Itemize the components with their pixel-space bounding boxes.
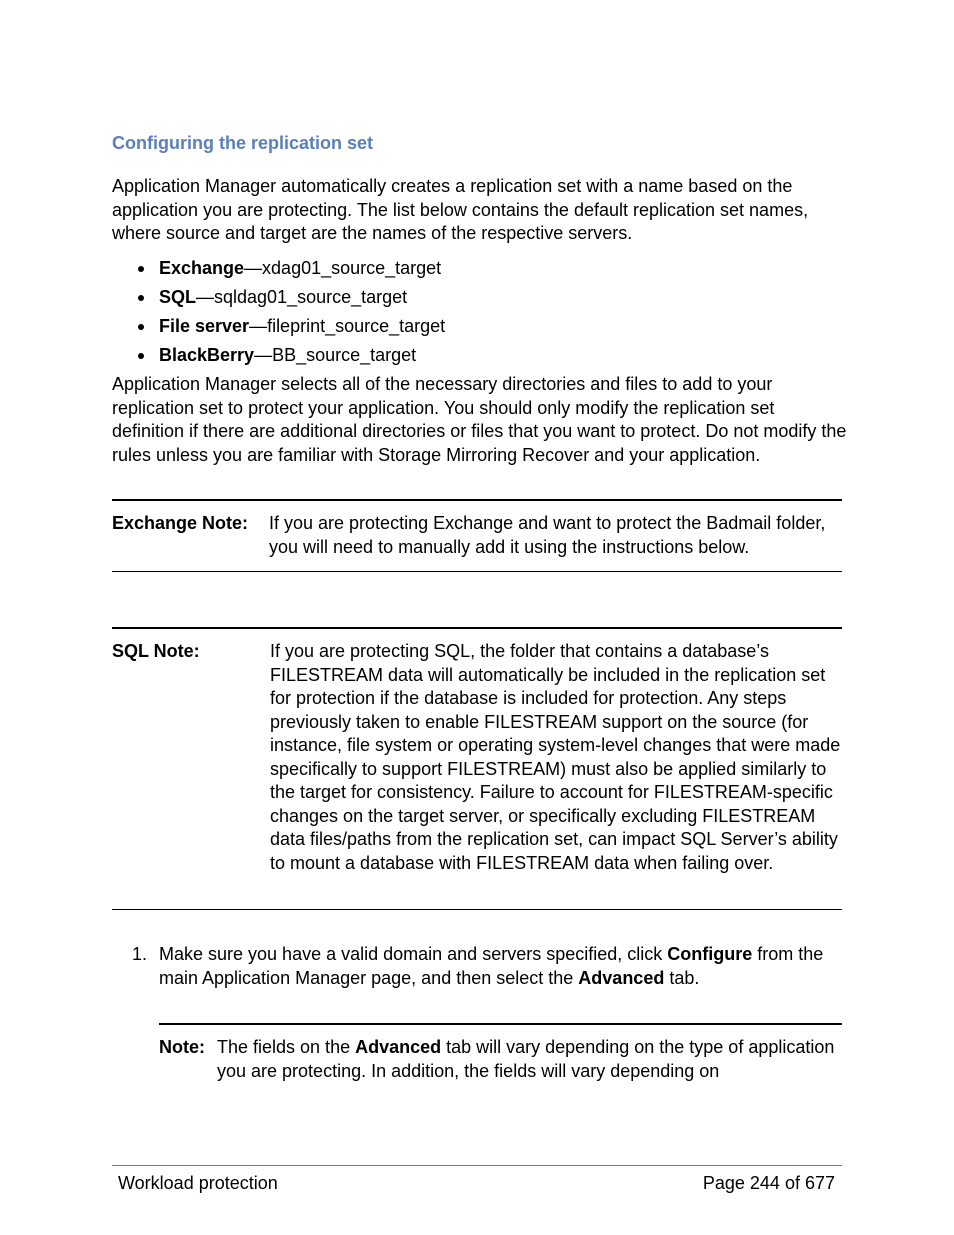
bullet-icon <box>138 266 144 272</box>
exchange-note-text: If you are protecting Exchange and want to protect the Badmail folder, you will need to manually add it using the instructions below. <box>269 513 826 557</box>
step-note-rule <box>159 1023 842 1025</box>
intro-paragraph: Application Manager automatically creates a replication set with a name based on the application you are protecting. The list below contains the default replication set names, where source and target are the names of the respective servers. <box>112 176 809 243</box>
note-bottom-rule <box>112 571 842 572</box>
footer-section-title: Workload protection <box>118 1173 278 1193</box>
bullet-icon <box>138 353 144 359</box>
note-top-rule <box>112 627 842 629</box>
section-heading: Configuring the replication set <box>112 133 374 153</box>
footer-rule <box>112 1165 842 1166</box>
page-number: Page 244 of 677 <box>702 1173 835 1193</box>
step-1-text: Make sure you have a valid domain and servers specified, click Configure from the main Application Manager page, and then select the Advanced tab. <box>159 944 824 988</box>
note-bottom-rule <box>112 909 842 910</box>
list-item: SQL—sqldag01_source_target <box>138 285 838 314</box>
list-item: Exchange—xdag01_source_target <box>138 256 838 285</box>
exchange-note-label: Exchange Note: <box>112 513 249 533</box>
replication-set-name-list <box>138 256 838 372</box>
list-item: BlackBerry—BB_source_target <box>138 343 838 372</box>
list-item: File server—fileprint_source_target <box>138 314 838 343</box>
step-note-text: The fields on the Advanced tab will vary depending on the type of application you are protecting. In addition, the fields will vary depending on <box>217 1037 835 1081</box>
step-number: 1. <box>132 944 148 964</box>
note-top-rule <box>112 499 842 501</box>
step-note-label: Note: <box>159 1037 205 1057</box>
bullet-icon <box>138 324 144 330</box>
sql-note-text: If you are protecting SQL, the folder that contains a database’s FILESTREAM data will automatically be included in the replication set for protection if the database is included for protection. Any steps previously taken to enable FILESTREAM support on the source (for instance, file system or operating system-level changes that were made specifically to support FILESTREAM) must also be applied similarly to the target for consistency. Failure to account for FILESTREAM-specific changes on the target server, or specifically excluding FILESTREAM data files/paths from the replication set, can impact SQL Server’s ability to mount a database with FILESTREAM data when failing over. <box>270 641 841 873</box>
bullet-icon <box>138 295 144 301</box>
selection-paragraph: Application Manager selects all of the necessary directories and files to add to your replication set to protect your application. You should only modify the replication set definition if there are additional directories or files that you want to protect. Do not modify the rules unless you are familiar with Storage Mirroring Recover and your application. <box>112 374 847 465</box>
sql-note-label: SQL Note: <box>112 641 200 661</box>
